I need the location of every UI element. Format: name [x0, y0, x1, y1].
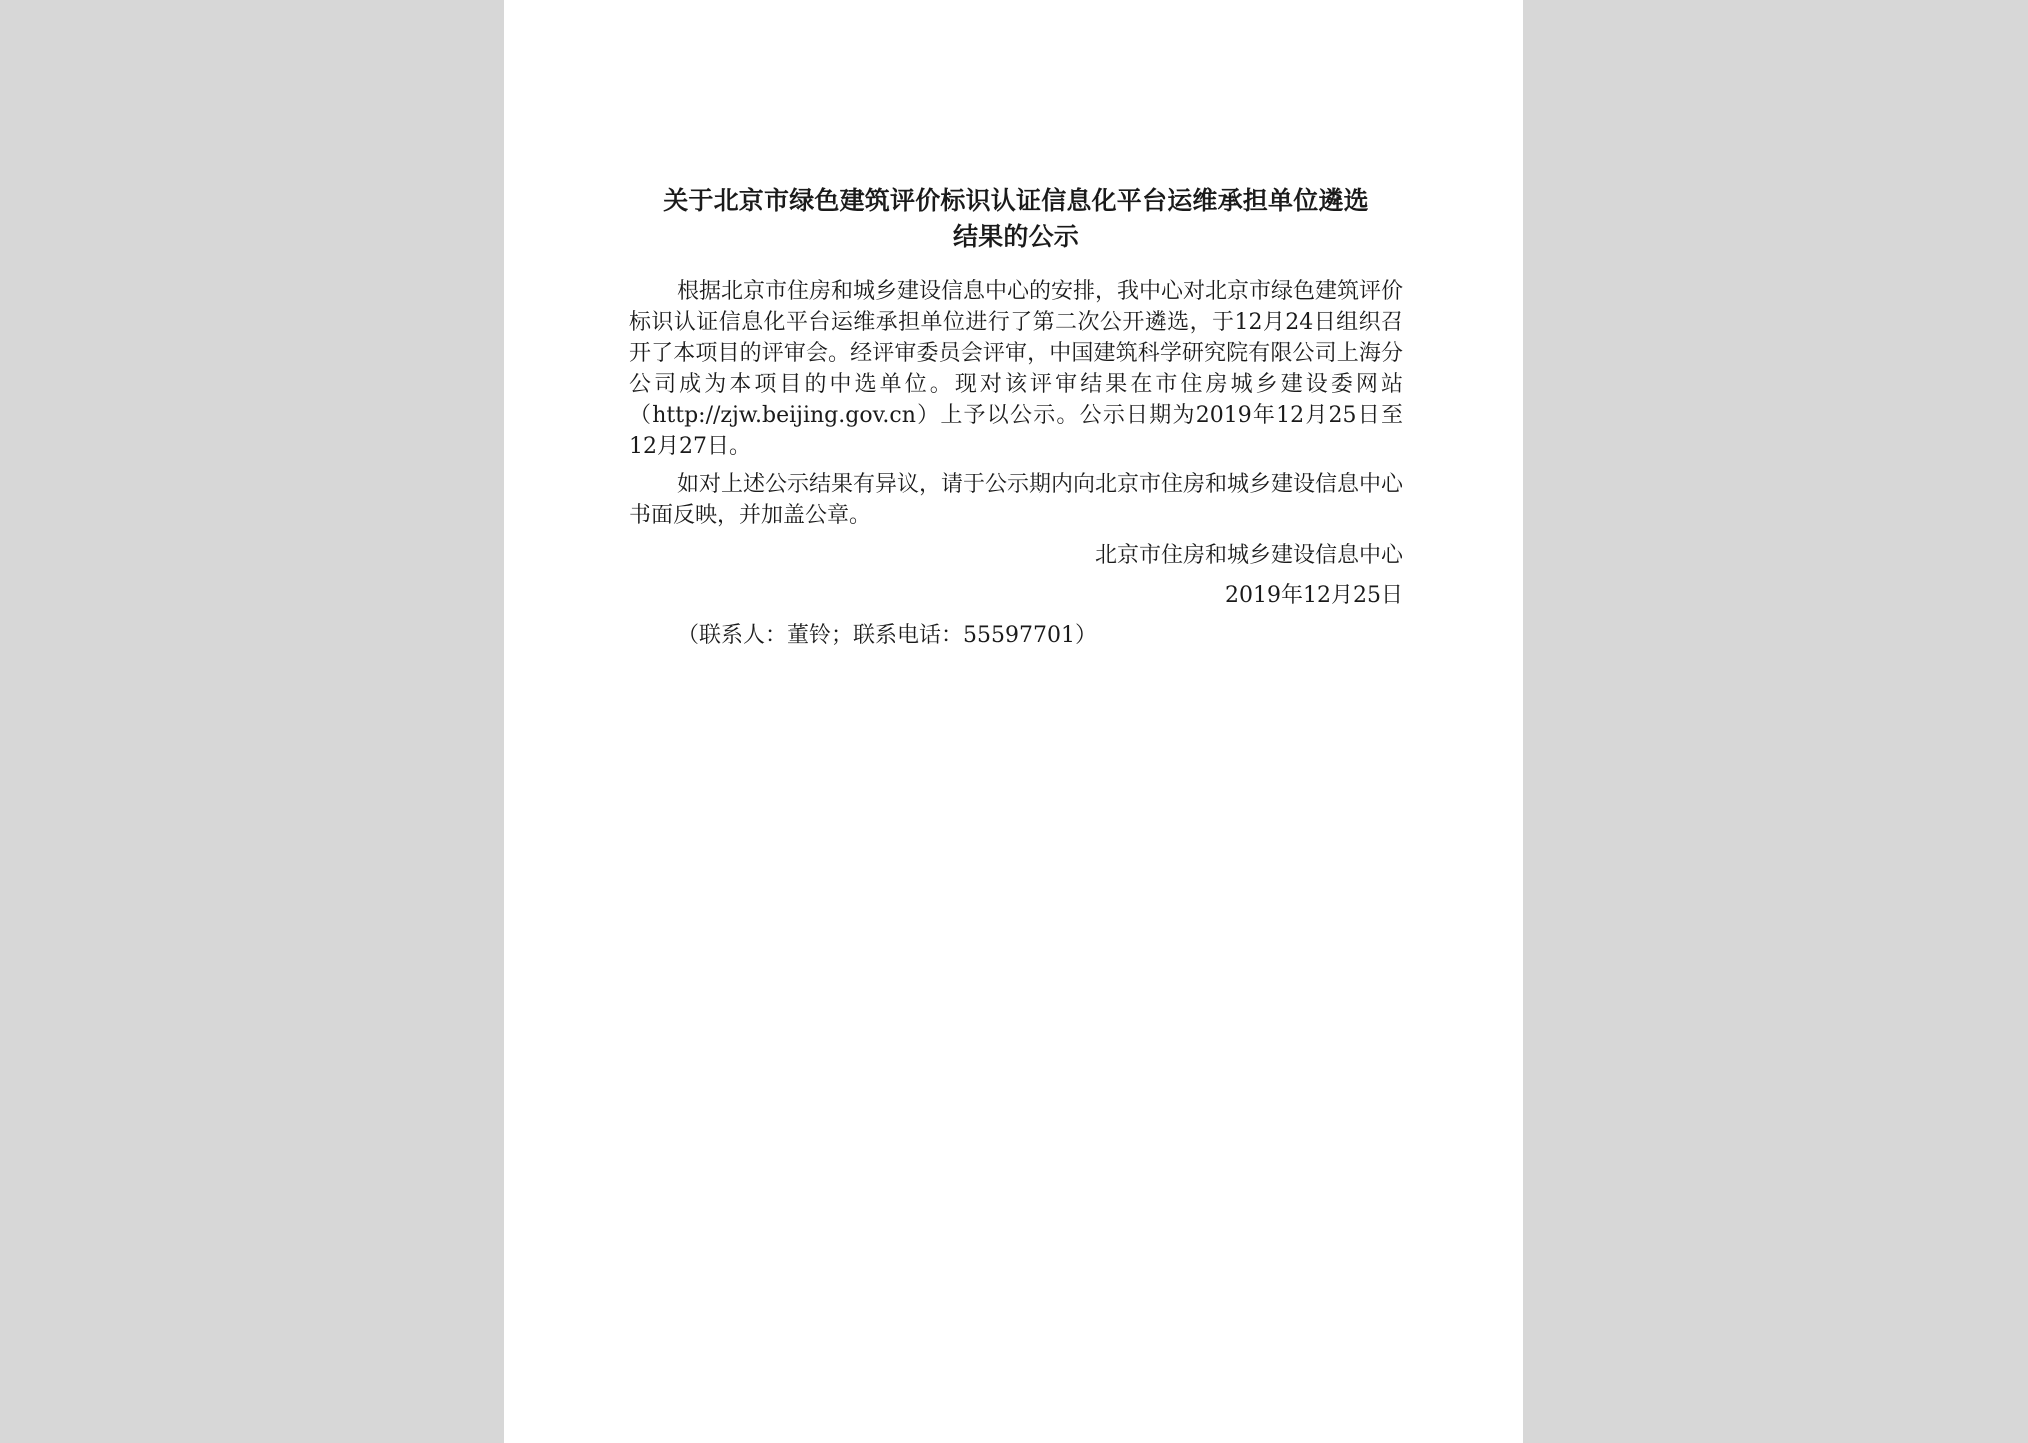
document-page [504, 0, 1523, 1443]
document-body [629, 183, 1403, 651]
paragraph-objection: 如对上述公示结果有异议，请于公示期内向北京市住房和城乡建设信息中心书面反映，并加盖公章。 [629, 472, 1404, 528]
issuer-signature: 北京市住房和城乡建设信息中心 [1094, 543, 1403, 568]
paragraph-announcement: 根据北京市住房和城乡建设信息中心的安排，我中心对北京市绿色建筑评价标识认证信息化平台运维承担单位进行了第二次公开遴选，于12月24日组织召开了本项目的评审会。经评审委员会评审，中国建筑科学研究院有限公司上海分公司成为本项目的中选单位。现对该评审结果在市住房城乡建设委网站（http://zjw.beijing.gov.cn）上予以公示。公示日期为2019年12月25日至12月27日。 [629, 279, 1404, 459]
title-line-2: 结果的公示 [952, 222, 1079, 251]
contact-info: （联系人：董铃；联系电话：55597701） [677, 623, 1097, 648]
title-line-1: 关于北京市绿色建筑评价标识认证信息化平台运维承担单位遴选 [663, 186, 1369, 215]
document-title [629, 183, 1403, 255]
issue-date: 2019年12月25日 [1225, 583, 1403, 608]
